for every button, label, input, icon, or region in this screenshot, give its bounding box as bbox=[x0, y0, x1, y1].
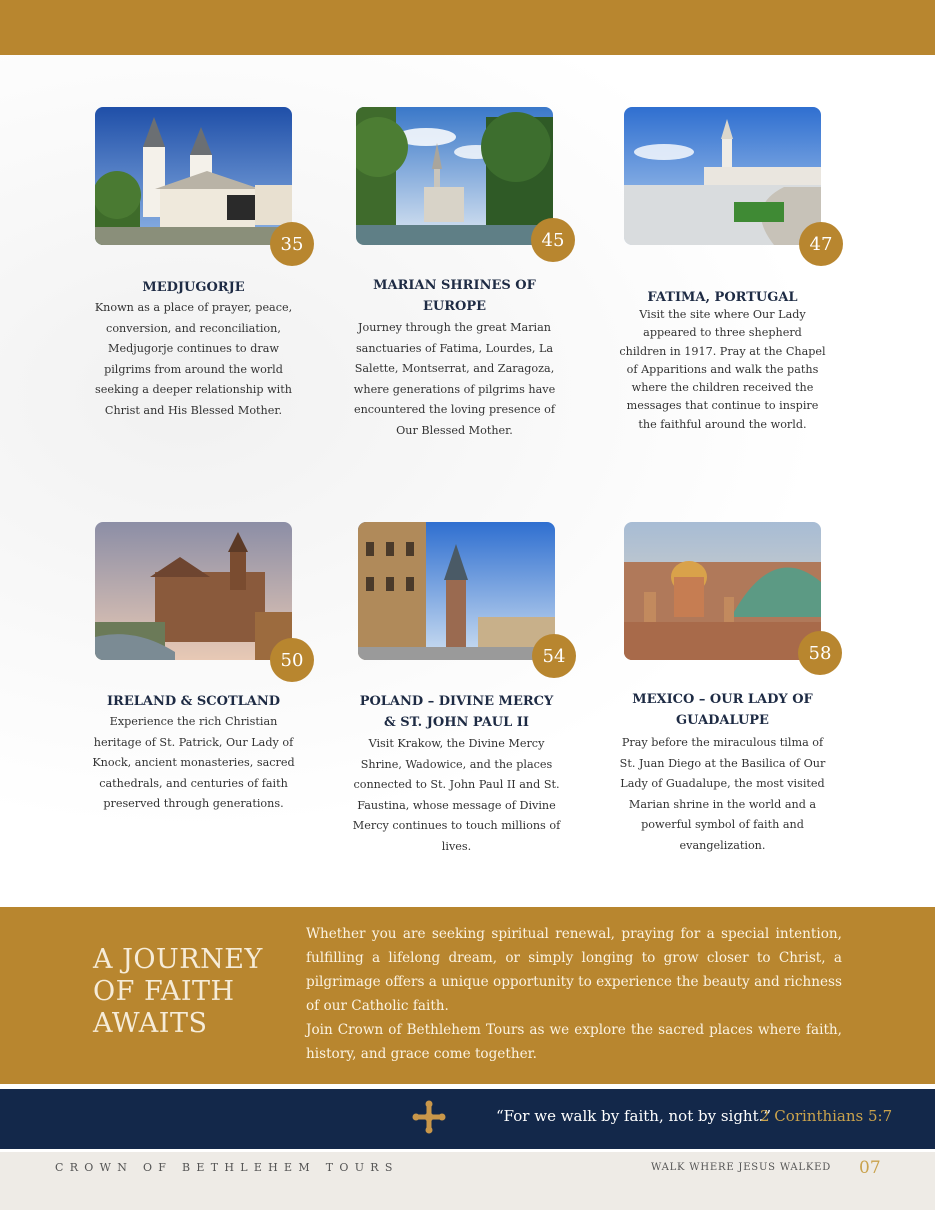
medjugorje-photo bbox=[95, 107, 292, 245]
destination-description: Pray before the miraculous tilma of St. Juan Diego at the Basilica of Our Lady of Guadalupe, the most visited Marian shrine in the world and a powerful symbol of faith and evangelization. bbox=[619, 736, 826, 852]
destination-card-fatima[interactable] bbox=[619, 107, 854, 457]
journey-text bbox=[306, 922, 842, 1066]
ireland-scotland-photo bbox=[95, 522, 292, 660]
marian-shrines-photo bbox=[356, 107, 553, 245]
cross-icon bbox=[412, 1100, 446, 1134]
destination-title: IRELAND & SCOTLAND bbox=[106, 694, 281, 709]
mexico-photo bbox=[624, 522, 821, 660]
destination-card-marian-shrines[interactable] bbox=[353, 107, 586, 447]
poland-photo bbox=[358, 522, 555, 660]
destination-description: Visit the site where Our Lady appeared to three shepherd children in 1917. Pray at the Chapel of Apparitions and walk the paths where the children received the messages that continue to inspire the faithful around the world. bbox=[619, 308, 826, 431]
destination-card-mexico[interactable] bbox=[619, 522, 854, 862]
page-number-badge: 45 bbox=[531, 218, 575, 262]
destination-card-medjugorje[interactable] bbox=[95, 107, 325, 427]
page-number-badge: 58 bbox=[798, 631, 842, 675]
scripture-quote: “For we walk by faith, not by sight.” bbox=[496, 1107, 772, 1125]
journey-paragraph: Whether you are seeking spiritual renewal, praying for a special intention, fulfilling a lifelong dream, or simply longing to grow closer to Christ, a pilgrimage offers a unique opportunity to experience the beauty and richness of our Catholic faith. bbox=[306, 926, 842, 1014]
destination-description: Known as a place of prayer, peace, conversion, and reconciliation, Medjugorje continues to draw pilgrims from around the world seeking a deeper relationship with Christ and His Blessed Mother. bbox=[94, 301, 293, 417]
top-gold-band bbox=[0, 0, 935, 55]
page-number-badge: 47 bbox=[799, 222, 843, 266]
destination-title: FATIMA, PORTUGAL bbox=[647, 290, 798, 305]
destination-title: POLAND – DIVINE MERCY & ST. JOHN PAUL II bbox=[359, 694, 554, 730]
journey-heading: A JOURNEY OF FAITH AWAITS bbox=[93, 944, 263, 1039]
page-number: 07 bbox=[859, 1158, 881, 1178]
page-number-badge: 54 bbox=[532, 634, 576, 678]
destination-card-ireland-scotland[interactable] bbox=[92, 522, 325, 822]
destination-card-poland[interactable] bbox=[352, 522, 588, 862]
footer-tagline: WALK WHERE JESUS WALKED bbox=[651, 1162, 832, 1173]
destination-title: MEDJUGORJE bbox=[142, 280, 245, 295]
footer-brand: CROWN OF BETHLEHEM TOURS bbox=[55, 1161, 399, 1174]
page-number-badge: 35 bbox=[270, 222, 314, 266]
destination-title: MARIAN SHRINES OF EUROPE bbox=[373, 278, 536, 314]
destination-description: Experience the rich Christian heritage of St. Patrick, Our Lady of Knock, ancient monasteries, sacred cathedrals, and centuries of faith preserved through generations. bbox=[92, 715, 295, 810]
page-number-badge: 50 bbox=[270, 638, 314, 682]
destination-description: Journey through the great Marian sanctuaries of Fatima, Lourdes, La Salette, Montserrat, and Zaragoza, where generations of pilgrims have encountered the loving presence of Our Blessed Mother. bbox=[353, 321, 556, 437]
destination-title: MEXICO – OUR LADY OF GUADALUPE bbox=[632, 692, 813, 728]
destination-description: Visit Krakow, the Divine Mercy Shrine, Wadowice, and the places connected to St. John Paul II and St. Faustina, whose message of Divine Mercy continues to touch millions of lives. bbox=[352, 737, 561, 853]
fatima-photo bbox=[624, 107, 821, 245]
journey-paragraph: Join Crown of Bethlehem Tours as we explore the sacred places where faith, history, and grace come together. bbox=[306, 1022, 842, 1062]
scripture-reference: 2 Corinthians 5:7 bbox=[760, 1107, 893, 1125]
